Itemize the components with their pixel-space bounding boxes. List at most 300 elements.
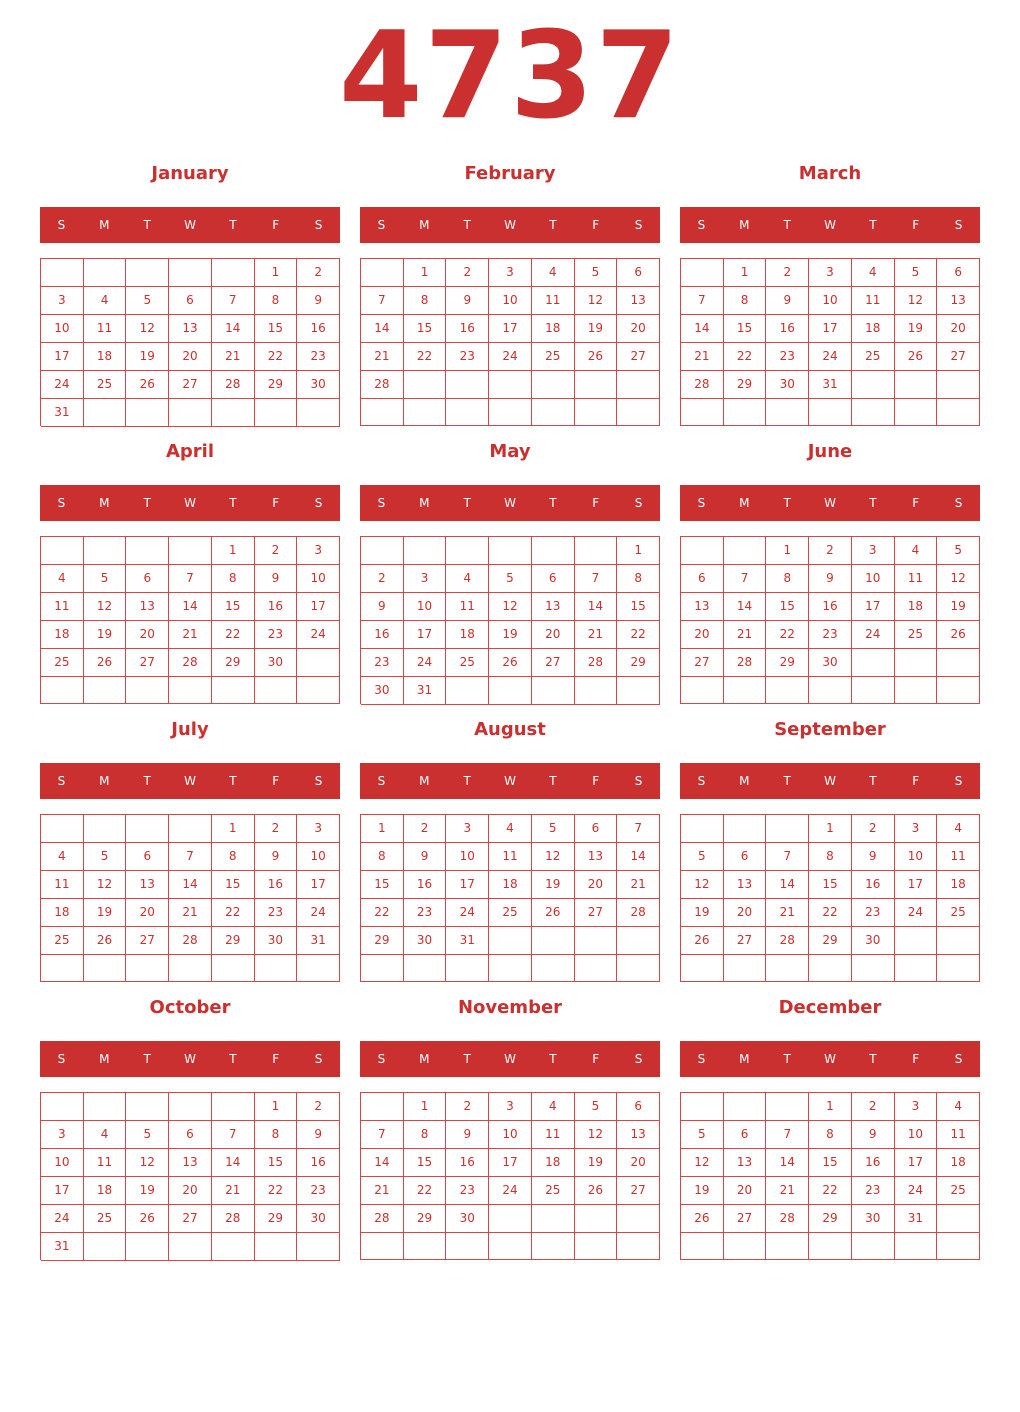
day-cell: 28: [724, 649, 767, 677]
day-cell: 2: [852, 815, 895, 843]
weekday-label: T: [463, 1052, 471, 1066]
day-cell: 15: [212, 871, 255, 899]
day-cell: 27: [681, 649, 724, 677]
day-cell: 27: [126, 927, 169, 955]
weekday-label: S: [954, 1052, 963, 1066]
day-cell: 14: [617, 843, 660, 871]
day-cell: [84, 399, 127, 427]
month-name: December: [778, 997, 882, 1018]
weekday-label: T: [143, 774, 151, 788]
day-cell: 17: [297, 871, 340, 899]
day-cell: 12: [681, 871, 724, 899]
day-cell: [489, 1205, 532, 1233]
day-grid: [680, 258, 980, 426]
weekday-label: M: [99, 496, 110, 510]
day-cell: 19: [126, 343, 169, 371]
weekday-label: S: [697, 774, 706, 788]
day-cell: 30: [809, 649, 852, 677]
day-cell: [404, 537, 447, 565]
day-cell: 27: [724, 1205, 767, 1233]
day-cell: [617, 677, 660, 705]
day-cell: 1: [212, 537, 255, 565]
day-cell: 23: [297, 1177, 340, 1205]
day-cell: 6: [575, 815, 618, 843]
day-cell: 25: [41, 649, 84, 677]
day-cell: 8: [766, 565, 809, 593]
day-cell: [724, 399, 767, 426]
day-cell: [297, 649, 340, 677]
day-cell: [681, 537, 724, 565]
weekday-label: M: [99, 1052, 110, 1066]
weekday-label: W: [504, 774, 516, 788]
day-cell: 2: [297, 1093, 340, 1121]
day-cell: [404, 955, 447, 982]
weekday-label: M: [419, 496, 430, 510]
day-cell: 7: [169, 565, 212, 593]
day-cell: 20: [724, 1177, 767, 1205]
day-cell: 13: [169, 1149, 212, 1177]
day-cell: 4: [937, 1093, 980, 1121]
day-cell: 21: [617, 871, 660, 899]
day-cell: 10: [404, 593, 447, 621]
day-cell: 29: [255, 371, 298, 399]
day-cell: 2: [361, 565, 404, 593]
day-cell: 23: [852, 899, 895, 927]
day-cell: 10: [489, 1121, 532, 1149]
day-cell: 10: [852, 565, 895, 593]
day-cell: 2: [852, 1093, 895, 1121]
day-cell: 26: [575, 343, 618, 371]
weekday-label: W: [504, 1052, 516, 1066]
year-title: 4737: [339, 7, 681, 146]
day-cell: [895, 677, 938, 704]
day-cell: 24: [297, 621, 340, 649]
day-cell: [532, 537, 575, 565]
day-cell: 9: [361, 593, 404, 621]
weekday-label: T: [229, 218, 237, 232]
day-cell: [489, 371, 532, 399]
day-cell: [937, 677, 980, 704]
day-cell: 21: [361, 1177, 404, 1205]
day-cell: 5: [575, 1093, 618, 1121]
day-cell: 8: [212, 565, 255, 593]
day-cell: [937, 649, 980, 677]
day-cell: 22: [809, 1177, 852, 1205]
day-cell: 26: [84, 649, 127, 677]
day-cell: 4: [41, 843, 84, 871]
day-cell: 25: [84, 1205, 127, 1233]
day-cell: 4: [489, 815, 532, 843]
day-cell: 3: [41, 287, 84, 315]
day-cell: 3: [895, 1093, 938, 1121]
day-cell: 15: [809, 1149, 852, 1177]
day-cell: [575, 537, 618, 565]
day-cell: 8: [404, 1121, 447, 1149]
day-cell: 17: [809, 315, 852, 343]
day-cell: 16: [404, 871, 447, 899]
day-cell: [255, 677, 298, 704]
day-cell: 1: [404, 1093, 447, 1121]
day-cell: 5: [937, 537, 980, 565]
day-cell: [724, 1233, 767, 1260]
day-cell: 20: [169, 1177, 212, 1205]
day-grid: [40, 1092, 340, 1260]
day-cell: 17: [489, 1149, 532, 1177]
day-cell: 1: [404, 259, 447, 287]
day-cell: 14: [169, 593, 212, 621]
day-cell: 14: [724, 593, 767, 621]
day-cell: 1: [255, 259, 298, 287]
day-cell: [575, 927, 618, 955]
weekday-label: S: [377, 774, 386, 788]
day-cell: 26: [937, 621, 980, 649]
weekday-label: S: [57, 496, 66, 510]
day-cell: [895, 955, 938, 982]
weekday-label: S: [954, 496, 963, 510]
day-cell: [766, 815, 809, 843]
month-name: January: [151, 163, 229, 184]
day-cell: 23: [446, 1177, 489, 1205]
day-cell: 23: [255, 899, 298, 927]
weekday-label: T: [783, 218, 791, 232]
day-cell: 30: [361, 677, 404, 705]
day-cell: 24: [446, 899, 489, 927]
day-cell: 12: [532, 843, 575, 871]
day-cell: 16: [766, 315, 809, 343]
day-cell: 25: [895, 621, 938, 649]
day-cell: [766, 1233, 809, 1260]
day-cell: 1: [617, 537, 660, 565]
day-cell: 18: [446, 621, 489, 649]
day-cell: [255, 1233, 298, 1261]
weekday-label: T: [783, 774, 791, 788]
day-cell: 22: [617, 621, 660, 649]
day-cell: 24: [852, 621, 895, 649]
day-cell: 5: [84, 565, 127, 593]
day-cell: 3: [404, 565, 447, 593]
weekday-label: S: [634, 774, 643, 788]
day-cell: 27: [169, 1205, 212, 1233]
day-cell: 5: [895, 259, 938, 287]
day-cell: 5: [126, 1121, 169, 1149]
day-cell: [852, 677, 895, 704]
day-cell: 20: [169, 343, 212, 371]
day-cell: [404, 1233, 447, 1260]
day-cell: 22: [404, 1177, 447, 1205]
weekday-label: S: [954, 218, 963, 232]
day-cell: 22: [255, 1177, 298, 1205]
day-cell: 11: [84, 315, 127, 343]
day-cell: 24: [41, 371, 84, 399]
day-cell: [681, 677, 724, 704]
day-cell: [617, 371, 660, 399]
day-cell: 14: [361, 1149, 404, 1177]
day-cell: 7: [724, 565, 767, 593]
weekday-label: M: [739, 774, 750, 788]
day-cell: 1: [766, 537, 809, 565]
day-cell: 18: [852, 315, 895, 343]
day-cell: 26: [532, 899, 575, 927]
weekday-label: S: [954, 774, 963, 788]
day-cell: 11: [532, 287, 575, 315]
day-cell: [41, 537, 84, 565]
day-cell: 9: [766, 287, 809, 315]
day-cell: 3: [446, 815, 489, 843]
weekday-label: T: [869, 218, 877, 232]
day-cell: 9: [446, 1121, 489, 1149]
day-cell: 4: [84, 1121, 127, 1149]
weekday-label: S: [697, 496, 706, 510]
day-cell: [617, 927, 660, 955]
day-cell: 1: [361, 815, 404, 843]
day-cell: 21: [169, 621, 212, 649]
weekday-label: T: [549, 218, 557, 232]
day-cell: 14: [766, 871, 809, 899]
day-grid: [680, 814, 980, 982]
day-cell: 27: [937, 343, 980, 371]
day-cell: 2: [446, 259, 489, 287]
day-cell: 29: [724, 371, 767, 399]
day-cell: 19: [84, 621, 127, 649]
day-cell: 3: [297, 815, 340, 843]
weekday-header: [680, 1041, 980, 1077]
weekday-label: S: [57, 774, 66, 788]
day-cell: 16: [361, 621, 404, 649]
day-cell: [169, 955, 212, 982]
day-cell: 13: [617, 287, 660, 315]
day-cell: 25: [937, 899, 980, 927]
day-cell: 19: [575, 315, 618, 343]
day-cell: [297, 955, 340, 982]
weekday-label: S: [314, 774, 323, 788]
day-cell: [852, 371, 895, 399]
day-cell: 28: [575, 649, 618, 677]
day-cell: 26: [126, 371, 169, 399]
day-cell: 29: [255, 1205, 298, 1233]
day-cell: [361, 955, 404, 982]
weekday-label: F: [592, 1052, 600, 1066]
day-cell: 18: [532, 1149, 575, 1177]
day-cell: 8: [361, 843, 404, 871]
weekday-label: F: [912, 1052, 920, 1066]
day-cell: 24: [809, 343, 852, 371]
day-cell: [766, 677, 809, 704]
day-cell: 14: [169, 871, 212, 899]
day-cell: 19: [681, 899, 724, 927]
day-cell: 18: [84, 343, 127, 371]
day-cell: 16: [446, 1149, 489, 1177]
weekday-label: M: [419, 774, 430, 788]
day-cell: 28: [212, 371, 255, 399]
day-cell: 7: [575, 565, 618, 593]
day-cell: 10: [41, 1149, 84, 1177]
day-cell: 5: [532, 815, 575, 843]
weekday-header: [680, 207, 980, 243]
day-cell: 21: [361, 343, 404, 371]
day-cell: 25: [852, 343, 895, 371]
day-cell: 24: [297, 899, 340, 927]
day-cell: 16: [809, 593, 852, 621]
day-cell: 31: [809, 371, 852, 399]
day-cell: 28: [766, 927, 809, 955]
day-cell: [126, 677, 169, 704]
day-cell: 3: [489, 1093, 532, 1121]
day-cell: 5: [84, 843, 127, 871]
day-cell: 16: [852, 1149, 895, 1177]
day-cell: 7: [212, 287, 255, 315]
day-cell: [126, 259, 169, 287]
weekday-label: T: [783, 1052, 791, 1066]
weekday-header: [40, 1041, 340, 1077]
weekday-label: W: [184, 1052, 196, 1066]
day-cell: 10: [446, 843, 489, 871]
day-cell: 24: [404, 649, 447, 677]
day-cell: 25: [532, 1177, 575, 1205]
day-cell: 3: [297, 537, 340, 565]
day-cell: 5: [126, 287, 169, 315]
day-cell: 23: [404, 899, 447, 927]
day-cell: 28: [212, 1205, 255, 1233]
day-cell: 13: [575, 843, 618, 871]
day-cell: 4: [41, 565, 84, 593]
day-cell: 1: [255, 1093, 298, 1121]
weekday-label: T: [869, 496, 877, 510]
day-cell: [41, 1093, 84, 1121]
day-cell: 19: [681, 1177, 724, 1205]
day-cell: [84, 955, 127, 982]
day-cell: 11: [532, 1121, 575, 1149]
day-cell: [937, 955, 980, 982]
day-cell: 6: [169, 287, 212, 315]
day-cell: [84, 1093, 127, 1121]
day-cell: 14: [361, 315, 404, 343]
weekday-label: W: [824, 218, 836, 232]
day-cell: 12: [84, 593, 127, 621]
weekday-label: S: [377, 1052, 386, 1066]
day-cell: [489, 537, 532, 565]
weekday-label: T: [869, 1052, 877, 1066]
day-cell: 2: [766, 259, 809, 287]
day-cell: 12: [126, 1149, 169, 1177]
weekday-label: W: [184, 218, 196, 232]
day-cell: 18: [937, 871, 980, 899]
day-cell: [532, 371, 575, 399]
day-cell: 24: [489, 343, 532, 371]
day-cell: [489, 677, 532, 705]
day-cell: 22: [361, 899, 404, 927]
day-cell: [41, 955, 84, 982]
day-cell: 17: [297, 593, 340, 621]
day-cell: 28: [766, 1205, 809, 1233]
day-cell: [937, 1233, 980, 1260]
day-cell: 20: [575, 871, 618, 899]
day-cell: [41, 677, 84, 704]
day-cell: 19: [937, 593, 980, 621]
day-cell: 11: [41, 593, 84, 621]
day-cell: [446, 677, 489, 705]
day-cell: 3: [809, 259, 852, 287]
day-cell: 31: [404, 677, 447, 705]
day-cell: 1: [809, 1093, 852, 1121]
weekday-label: F: [592, 774, 600, 788]
day-cell: 3: [852, 537, 895, 565]
weekday-label: M: [419, 218, 430, 232]
day-cell: [617, 399, 660, 426]
weekday-label: W: [504, 218, 516, 232]
day-cell: 19: [575, 1149, 618, 1177]
day-cell: 15: [212, 593, 255, 621]
day-cell: 15: [255, 1149, 298, 1177]
day-cell: [809, 955, 852, 982]
day-cell: 21: [212, 1177, 255, 1205]
day-cell: [681, 399, 724, 426]
day-cell: 27: [532, 649, 575, 677]
day-cell: 6: [724, 1121, 767, 1149]
day-cell: 7: [681, 287, 724, 315]
day-cell: 13: [617, 1121, 660, 1149]
day-cell: [41, 815, 84, 843]
day-grid: [680, 536, 980, 704]
weekday-label: S: [634, 1052, 643, 1066]
day-cell: 23: [852, 1177, 895, 1205]
weekday-label: M: [739, 218, 750, 232]
day-cell: [575, 1205, 618, 1233]
day-cell: 29: [212, 649, 255, 677]
day-cell: 6: [681, 565, 724, 593]
day-cell: [532, 955, 575, 982]
day-cell: 26: [681, 1205, 724, 1233]
day-cell: [532, 927, 575, 955]
day-cell: 19: [126, 1177, 169, 1205]
weekday-label: S: [57, 218, 66, 232]
day-cell: 13: [937, 287, 980, 315]
weekday-label: F: [912, 774, 920, 788]
day-cell: 17: [41, 343, 84, 371]
day-cell: 6: [724, 843, 767, 871]
day-cell: 30: [446, 1205, 489, 1233]
day-cell: [809, 677, 852, 704]
weekday-label: W: [824, 1052, 836, 1066]
weekday-header: [40, 763, 340, 799]
weekday-label: S: [634, 496, 643, 510]
day-cell: 8: [724, 287, 767, 315]
day-cell: 13: [126, 871, 169, 899]
weekday-label: F: [912, 218, 920, 232]
day-cell: 28: [361, 1205, 404, 1233]
month-name: June: [807, 441, 853, 462]
day-cell: 16: [255, 593, 298, 621]
day-cell: 11: [489, 843, 532, 871]
day-grid: [360, 536, 660, 704]
day-cell: 26: [126, 1205, 169, 1233]
day-cell: 6: [532, 565, 575, 593]
day-cell: [852, 649, 895, 677]
day-cell: [169, 1093, 212, 1121]
day-cell: 29: [766, 649, 809, 677]
day-cell: [212, 677, 255, 704]
day-grid: [360, 258, 660, 426]
day-cell: 24: [41, 1205, 84, 1233]
day-cell: 18: [84, 1177, 127, 1205]
weekday-label: M: [99, 774, 110, 788]
day-cell: 15: [404, 315, 447, 343]
day-cell: [617, 1233, 660, 1260]
weekday-label: W: [824, 774, 836, 788]
day-cell: [169, 815, 212, 843]
day-cell: 8: [404, 287, 447, 315]
day-cell: 1: [724, 259, 767, 287]
day-cell: 5: [681, 843, 724, 871]
